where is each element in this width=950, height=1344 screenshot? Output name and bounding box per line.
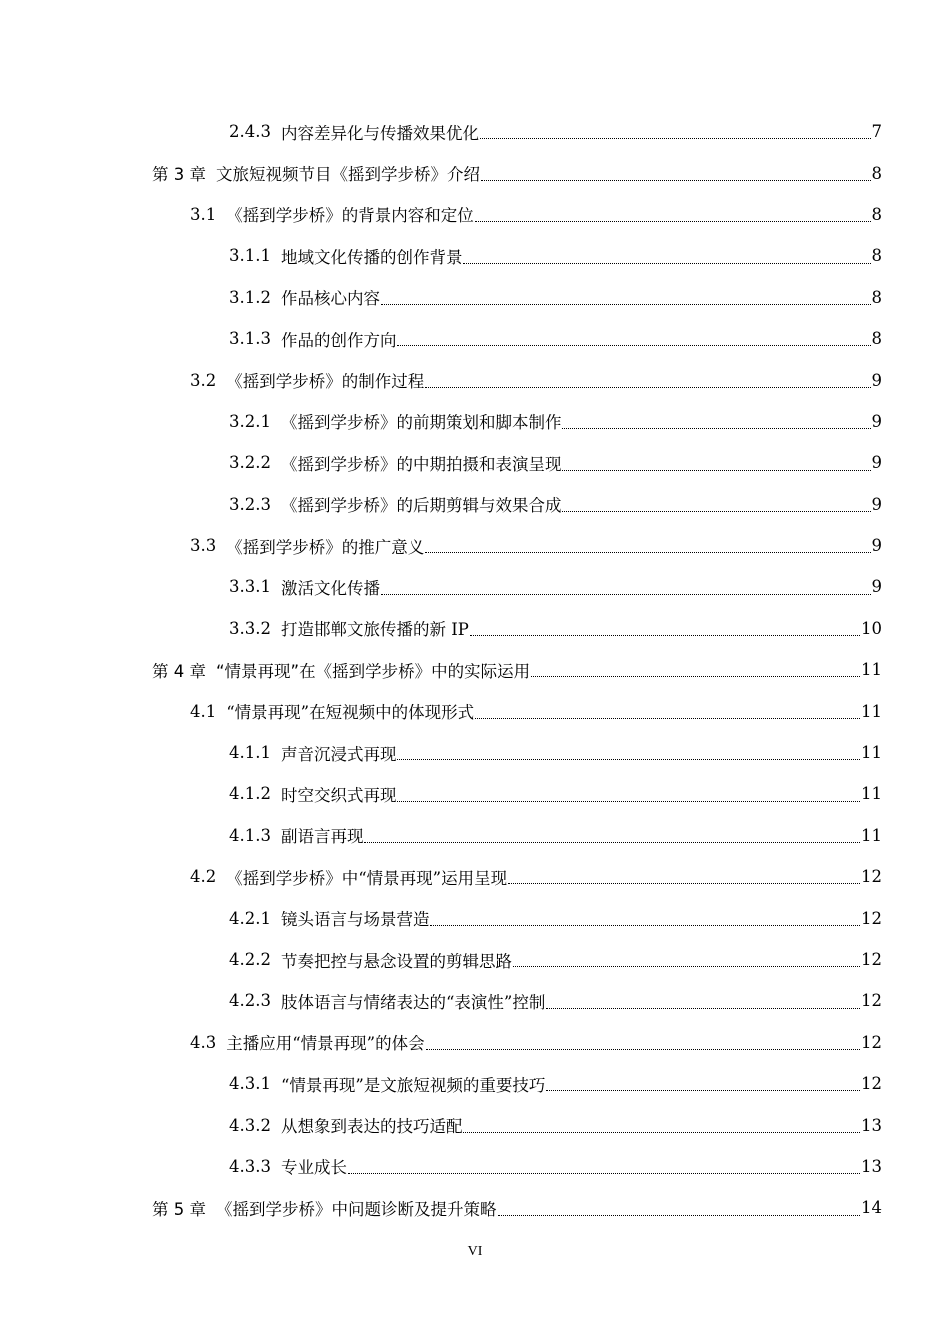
toc-entry-page: 10 xyxy=(861,618,882,638)
toc-section-entry[interactable] xyxy=(0,525,950,566)
toc-entry-title: 副语言再现 xyxy=(280,827,364,847)
toc-subsection-entry[interactable] xyxy=(0,566,950,607)
toc-entry-title: 《摇到学步桥》中“情景再现”运用呈现 xyxy=(226,868,508,888)
toc-entry-title: 《摇到学步桥》的中期拍摄和表演呈现 xyxy=(280,454,562,474)
toc-dot-leader xyxy=(481,179,871,181)
toc-dot-leader xyxy=(397,758,860,760)
toc-entry-page: 8 xyxy=(871,329,882,349)
toc-dot-leader xyxy=(562,427,870,429)
toc-subsection-entry[interactable] xyxy=(0,1063,950,1104)
toc-entry-number: 4.3.1 xyxy=(229,1074,271,1094)
toc-entry-title: 《摇到学步桥》中问题诊断及提升策略 xyxy=(216,1199,497,1219)
toc-dot-leader xyxy=(364,841,860,843)
toc-entry-page: 8 xyxy=(871,287,882,307)
toc-entry-number: 3.2.1 xyxy=(229,411,271,431)
toc-dot-leader xyxy=(430,924,860,926)
toc-entry-title: 地域文化传播的创作背景 xyxy=(280,247,463,267)
toc-entry-page: 8 xyxy=(871,246,882,266)
page-number: VI xyxy=(467,1244,483,1259)
toc-dot-leader xyxy=(480,137,871,139)
toc-entry-page: 12 xyxy=(861,991,882,1011)
toc-entry-page: 12 xyxy=(861,950,882,969)
toc-dot-leader xyxy=(381,593,871,595)
toc-entry-page: 9 xyxy=(871,411,882,431)
toc-subsection-entry[interactable] xyxy=(0,484,950,525)
toc-entry-number: 3.1.2 xyxy=(229,287,271,307)
toc-entry-page: 11 xyxy=(861,701,882,721)
toc-section-entry[interactable] xyxy=(0,690,950,731)
toc-entry-title: 时空交织式再现 xyxy=(280,785,397,805)
toc-dot-leader xyxy=(475,220,871,222)
toc-entry-title: 《摇到学步桥》的后期剪辑与效果合成 xyxy=(280,496,562,516)
toc-entry-page: 11 xyxy=(861,743,882,763)
toc-entry-number: 4.2 xyxy=(190,867,217,887)
toc-subsection-entry[interactable] xyxy=(0,442,950,483)
toc-subsection-entry[interactable] xyxy=(0,277,950,318)
toc-entry-number: 3.3.1 xyxy=(229,577,271,597)
toc-dot-leader xyxy=(348,1172,860,1174)
toc-entry-title: 打造邯郸文旅传播的新 IP xyxy=(280,620,469,640)
toc-dot-leader xyxy=(397,800,860,802)
toc-dot-leader xyxy=(498,1214,861,1216)
toc-subsection-entry[interactable] xyxy=(0,773,950,814)
toc-chapter-entry[interactable] xyxy=(0,1187,950,1228)
toc-entry-number: 3.1 xyxy=(190,204,217,224)
toc-subsection-entry[interactable] xyxy=(0,897,950,938)
toc-section-entry[interactable] xyxy=(0,359,950,400)
toc-dot-leader xyxy=(546,1089,860,1091)
toc-entry-number: 4.3 xyxy=(190,1032,217,1052)
toc-subsection-entry[interactable] xyxy=(0,939,950,980)
toc-entry-page: 13 xyxy=(861,1156,882,1176)
toc-entry-title: 镜头语言与场景营造 xyxy=(280,910,430,930)
toc-entry-title: 肢体语言与情绪表达的“表演性”控制 xyxy=(280,992,546,1012)
toc-entry-page: 9 xyxy=(871,494,882,514)
toc-subsection-entry[interactable] xyxy=(0,111,950,152)
toc-dot-leader xyxy=(425,551,870,553)
toc-entry-page: 11 xyxy=(861,825,882,845)
toc-entry-page: 9 xyxy=(871,577,882,597)
toc-entry-number: 4.3.3 xyxy=(229,1156,271,1176)
toc-entry-page: 7 xyxy=(871,122,882,142)
toc-entry-page: 14 xyxy=(861,1198,882,1218)
toc-entry-number: 3.2.3 xyxy=(229,494,271,514)
toc-subsection-entry[interactable] xyxy=(0,235,950,276)
toc-entry-number: 4.2.1 xyxy=(229,908,271,928)
toc-entry-page: 12 xyxy=(861,1074,882,1094)
toc-dot-leader xyxy=(562,469,870,471)
toc-entry-number: 3.3.2 xyxy=(229,618,271,638)
toc-entry-title: 文旅短视频节目《摇到学步桥》介绍 xyxy=(216,165,480,185)
toc-dot-leader xyxy=(508,882,860,884)
toc-entry-number: 第 5 章 xyxy=(152,1199,206,1219)
toc-section-entry[interactable] xyxy=(0,1022,950,1063)
toc-entry-number: 2.4.3 xyxy=(229,122,271,142)
toc-entry-title: “情景再现”在《摇到学步桥》中的实际运用 xyxy=(216,661,531,681)
toc-subsection-entry[interactable] xyxy=(0,1104,950,1145)
toc-entry-page: 11 xyxy=(861,784,882,804)
toc-dot-leader xyxy=(562,510,870,512)
toc-section-entry[interactable] xyxy=(0,194,950,235)
toc-chapter-entry[interactable] xyxy=(0,152,950,193)
toc-entry-number: 4.1.3 xyxy=(229,825,271,845)
toc-entry-number: 4.1.2 xyxy=(229,784,271,804)
toc-entry-title: 《摇到学步桥》的推广意义 xyxy=(226,537,425,557)
toc-entry-title: “情景再现”在短视频中的体现形式 xyxy=(226,703,475,723)
toc-dot-leader xyxy=(475,717,860,719)
toc-entry-number: 3.1.3 xyxy=(229,329,271,349)
toc-entry-title: 专业成长 xyxy=(280,1158,347,1178)
toc-entry-number: 4.2.3 xyxy=(229,991,271,1011)
toc-entry-number: 4.2.2 xyxy=(229,950,271,969)
toc-entry-title: “情景再现”是文旅短视频的重要技巧 xyxy=(280,1075,546,1095)
toc-dot-leader xyxy=(425,386,870,388)
toc-entry-page: 13 xyxy=(861,1115,882,1135)
toc-entry-number: 3.2.2 xyxy=(229,453,271,473)
toc-entry-title: 节奏把控与悬念设置的剪辑思路 xyxy=(280,951,512,971)
toc-entry-page: 12 xyxy=(861,908,882,928)
table-of-contents xyxy=(0,111,950,1229)
toc-entry-title: 作品核心内容 xyxy=(280,289,380,309)
toc-entry-title: 激活文化传播 xyxy=(280,578,380,598)
toc-dot-leader xyxy=(463,1131,860,1133)
toc-entry-page: 8 xyxy=(871,204,882,224)
toc-entry-title: 《摇到学步桥》的前期策划和脚本制作 xyxy=(280,413,562,433)
toc-entry-title: 主播应用“情景再现”的体会 xyxy=(226,1034,425,1054)
toc-entry-number: 4.3.2 xyxy=(229,1115,271,1135)
toc-entry-number: 3.3 xyxy=(190,536,217,556)
toc-entry-title: 从想象到表达的技巧适配 xyxy=(280,1117,463,1137)
toc-chapter-entry[interactable] xyxy=(0,649,950,690)
toc-entry-number: 3.2 xyxy=(190,370,217,390)
toc-section-entry[interactable] xyxy=(0,856,950,897)
toc-dot-leader xyxy=(426,1048,860,1050)
toc-subsection-entry[interactable] xyxy=(0,1146,950,1187)
toc-subsection-entry[interactable] xyxy=(0,401,950,442)
toc-entry-page: 12 xyxy=(861,1032,882,1052)
toc-entry-number: 第 4 章 xyxy=(152,661,206,681)
toc-entry-page: 8 xyxy=(871,163,882,183)
toc-dot-leader xyxy=(381,303,871,305)
toc-entry-title: 声音沉浸式再现 xyxy=(280,744,397,764)
toc-dot-leader xyxy=(470,634,860,636)
toc-subsection-entry[interactable] xyxy=(0,815,950,856)
toc-entry-number: 4.1 xyxy=(190,701,217,721)
toc-subsection-entry[interactable] xyxy=(0,732,950,773)
toc-entry-page: 9 xyxy=(871,536,882,556)
toc-entry-page: 12 xyxy=(861,867,882,887)
toc-subsection-entry[interactable] xyxy=(0,318,950,359)
toc-subsection-entry[interactable] xyxy=(0,608,950,649)
toc-entry-page: 11 xyxy=(861,660,882,680)
toc-entry-number: 第 3 章 xyxy=(152,165,206,185)
toc-entry-title: 《摇到学步桥》的制作过程 xyxy=(226,372,425,392)
toc-entry-number: 3.1.1 xyxy=(229,246,271,266)
toc-entry-page: 9 xyxy=(871,453,882,473)
toc-entry-title: 内容差异化与传播效果优化 xyxy=(280,123,479,143)
toc-dot-leader xyxy=(463,262,870,264)
toc-dot-leader xyxy=(546,1007,860,1009)
toc-entry-number: 4.1.1 xyxy=(229,743,271,763)
toc-entry-title: 作品的创作方向 xyxy=(280,330,397,350)
toc-dot-leader xyxy=(397,344,870,346)
toc-entry-title: 《摇到学步桥》的背景内容和定位 xyxy=(226,206,474,226)
toc-dot-leader xyxy=(531,675,860,677)
toc-dot-leader xyxy=(513,965,860,967)
toc-entry-page: 9 xyxy=(871,370,882,390)
toc-subsection-entry[interactable] xyxy=(0,980,950,1021)
